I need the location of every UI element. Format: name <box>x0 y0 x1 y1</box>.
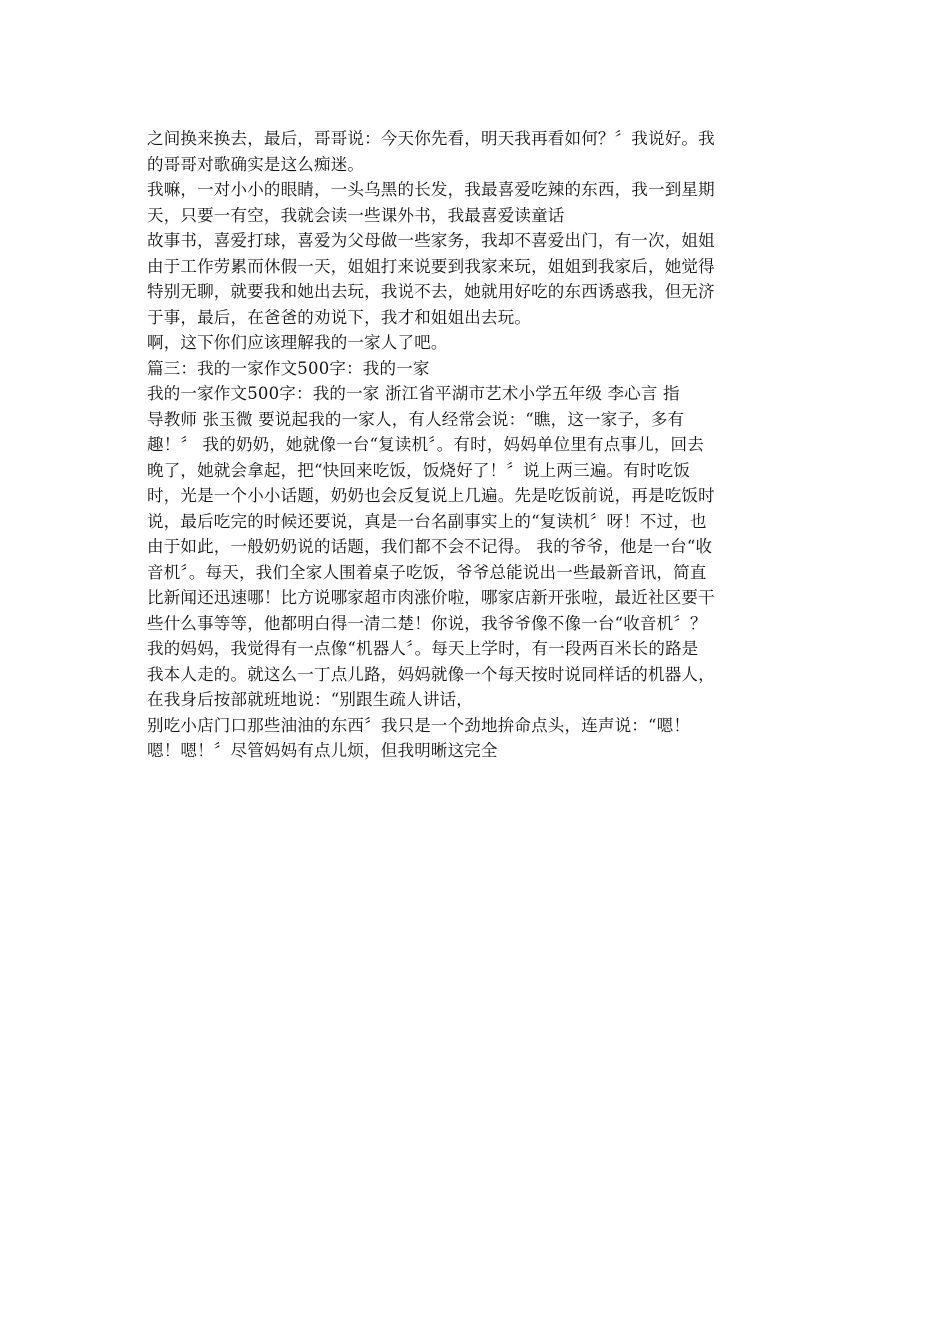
text-line: 之间换来换去，最后，哥哥说：今天你先看，明天我再看如何？〞我说好。我 <box>147 129 715 148</box>
text-line: 音机〞。每天，我们全家人围着桌子吃饭，爷爷总能说出一些最新音讯，简直 <box>147 562 707 582</box>
text-line: 我本人走的。就这么一丁点儿路，妈妈就像一个每天按时说同样话的机器人， <box>147 664 715 684</box>
text-line: 天，只要一有空，我就会读一些课外书，我最喜爱读童话 <box>147 205 565 225</box>
text-line: 的哥哥对歌确实是这么痴迷。 <box>147 154 365 174</box>
text-line: 嗯！嗯！〞尽管妈妈有点儿烦，但我明晰这完全 <box>147 741 498 760</box>
text-line: 比新闻还迅速哪！比方说哪家超市肉涨价啦，哪家店新开张啦，最近社区要干 <box>147 588 715 607</box>
text-line: 时，光是一个小小话题，奶奶也会反复说上几遍。先是吃饭前说，再是吃饭时 <box>147 486 715 505</box>
text-line: 说，最后吃完的时候还要说，真是一台名副事实上的“复读机〞呀！不过，也 <box>147 511 707 531</box>
text-line: 别吃小店门口那些油油的东西〞我只是一个劲地拚命点头，连声说：“嗯！ <box>147 715 691 735</box>
text-line: 趣！〞 我的奶奶，她就像一台“复读机〞。有时，妈妈单位里有点事儿，回去 <box>147 435 704 454</box>
document-body <box>147 126 807 764</box>
text-line: 我的妈妈，我觉得有一点像“机器人〞。每天上学时，有一段两百米长的路是 <box>147 639 699 658</box>
text-line: 在我身后按部就班地说：“别跟生疏人讲话， <box>147 690 473 709</box>
section-heading: 篇三：我的一家作文500字：我的一家 <box>147 358 430 378</box>
text-line: 故事书，喜爱打球，喜爱为父母做一些家务，我却不喜爱出门，有一次，姐姐 <box>147 231 715 250</box>
text-line: 我嘛，一对小小的眼睛，一头乌黑的长发，我最喜爱吃辣的东西，我一到星期 <box>147 180 715 199</box>
text-line: 晚了，她就会拿起，把“快回来吃饭，饭烧好了！〞说上两三遍。有时吃饭 <box>147 460 691 480</box>
text-line: 我的一家作文500字：我的一家 浙江省平湖市艺术小学五年级 李心言 指 <box>147 384 680 403</box>
text-line: 由于如此，一般奶奶说的话题，我们都不会不记得。 我的爷爷，他是一台“收 <box>147 537 713 556</box>
text-line: 些什么事等等，他都明白得一清二楚！你说，我爷爷像不像一台“收音机〞？ <box>147 613 707 633</box>
text-line: 于事，最后，在爸爸的劝说下，我才和姐姐出去玩。 <box>147 307 532 327</box>
text-line: 啊，这下你们应该理解我的一家人了吧。 <box>147 333 448 352</box>
text-line: 由于工作劳累而休假一天，姐姐打来说要到我家来玩，姐姐到我家后，她觉得 <box>147 256 715 276</box>
text-line: 导教师 张玉微 要说起我的一家人，有人经常会说：“瞧，这一家子，多有 <box>147 409 685 429</box>
text-line: 特别无聊，就要我和她出去玩，我说不去，她就用好吃的东西诱惑我，但无济 <box>147 282 715 301</box>
